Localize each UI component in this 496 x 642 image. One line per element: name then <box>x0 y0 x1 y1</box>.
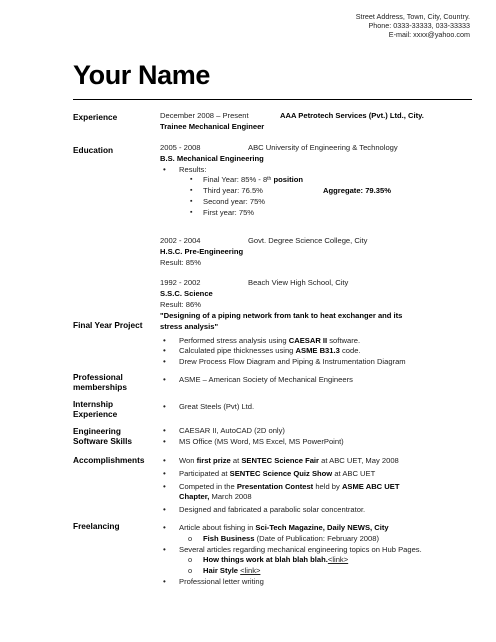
freelance-item: • Article about fishing in Sci-Tech Magazine, Daily NEWS, City <box>160 523 480 534</box>
resume-name: Your Name <box>73 60 210 90</box>
freelance-subitem: o Hair Style <link> <box>160 566 480 577</box>
education-bs <box>160 143 480 219</box>
memberships-body <box>160 375 480 386</box>
experience-body <box>160 111 480 133</box>
software-label: Engineering Software Skills <box>73 426 133 446</box>
experience-role: Trainee Mechanical Engineer <box>160 121 265 131</box>
internship-item: • Great Steels (Pvt) Ltd. <box>160 402 480 413</box>
email: E-mail: xxxx@yahoo.com <box>388 30 470 40</box>
hsc-degree: H.S.C. Pre-Engineering <box>160 246 244 256</box>
experience-company: AAA Petrotech Services (Pvt.) Ltd., City. <box>280 111 424 120</box>
freelancing-body <box>160 523 480 588</box>
freelance-item: • Several articles regarding mechanical engineering topics on Hub Pages. <box>160 545 480 556</box>
freelance-item: • Professional letter writing <box>160 577 480 588</box>
bs-third-year: ▪ Third year: 76.5% Aggregate: 79.35% <box>160 186 480 197</box>
project-item: • Calculated pipe thicknesses using ASME B31.3 code. <box>160 346 480 357</box>
bs-school: ABC University of Engineering & Technology <box>248 143 398 152</box>
bs-degree: B.S. Mechanical Engineering <box>160 153 264 163</box>
education-ssc <box>160 278 480 310</box>
article-link[interactable]: <link> <box>327 555 349 565</box>
accomplishments-label: Accomplishments <box>73 455 145 465</box>
accomplishment-item: • Participated at SENTEC Science Quiz Show at ABC UET <box>160 469 480 480</box>
contact-block <box>356 12 470 40</box>
internship-label: Internship Experience <box>73 399 118 419</box>
memberships-label: Professional memberships <box>73 372 127 392</box>
freelance-subitem: o Fish Business (Date of Publication: February 2008) <box>160 534 480 545</box>
ssc-dates: 1992 - 2002 <box>160 278 201 287</box>
freelance-subitem: o How things work at blah blah blah.<link> <box>160 555 480 566</box>
ssc-result: Result: 86% <box>160 299 201 309</box>
bs-results: • Results: <box>160 165 480 176</box>
project-title-line1: "Designing of a piping network from tank to heat exchanger and its <box>160 311 403 320</box>
bs-first-year: ▪ First year: 75% <box>160 208 480 219</box>
accomplishment-item: • Designed and fabricated a parabolic solar concentrator. <box>160 505 480 516</box>
phone: Phone: 0333-33333, 033-33333 <box>368 21 470 31</box>
accomplishment-item: • Competed in the Presentation Contest held by ASME ABC UET Chapter, March 2008 <box>160 482 480 504</box>
project-item: • Drew Process Flow Diagram and Piping & Instrumentation Diagram <box>160 357 480 368</box>
internship-body <box>160 402 480 413</box>
hsc-dates: 2002 - 2004 <box>160 236 201 245</box>
hsc-result: Result: 85% <box>160 257 201 267</box>
education-hsc <box>160 236 480 268</box>
project-body <box>160 311 480 368</box>
software-item: • CAESAR II, AutoCAD (2D only) <box>160 426 480 437</box>
accomplishments-body <box>160 456 480 516</box>
bs-dates: 2005 - 2008 <box>160 143 201 152</box>
hsc-school: Govt. Degree Science College, City <box>248 236 368 245</box>
software-body <box>160 426 480 448</box>
bs-final-year: ▪ Final Year: 85% - 8th position <box>160 175 480 186</box>
accomplishment-item: • Won first prize at SENTEC Science Fair at ABC UET, May 2008 <box>160 456 480 467</box>
bs-aggregate: Aggregate: 79.35% <box>323 186 391 196</box>
project-label: Final Year Project <box>73 320 143 330</box>
education-label: Education <box>73 145 114 155</box>
freelancing-label: Freelancing <box>73 521 120 531</box>
article-link[interactable]: <link> <box>240 566 261 576</box>
membership-item: • ASME – American Society of Mechanical Engineers <box>160 375 480 386</box>
experience-label: Experience <box>73 112 118 122</box>
bs-second-year: ▪ Second year: 75% <box>160 197 480 208</box>
ssc-school: Beach View High School, City <box>248 278 349 287</box>
project-item: • Performed stress analysis using CAESAR II software. <box>160 336 480 347</box>
header-divider <box>73 99 472 100</box>
project-title-line2: stress analysis" <box>160 321 219 331</box>
ssc-degree: S.S.C. Science <box>160 288 213 298</box>
software-item: • MS Office (MS Word, MS Excel, MS PowerPoint) <box>160 437 480 448</box>
address: Street Address, Town, City, Country. <box>355 12 470 21</box>
experience-dates: December 2008 – Present <box>160 111 249 120</box>
